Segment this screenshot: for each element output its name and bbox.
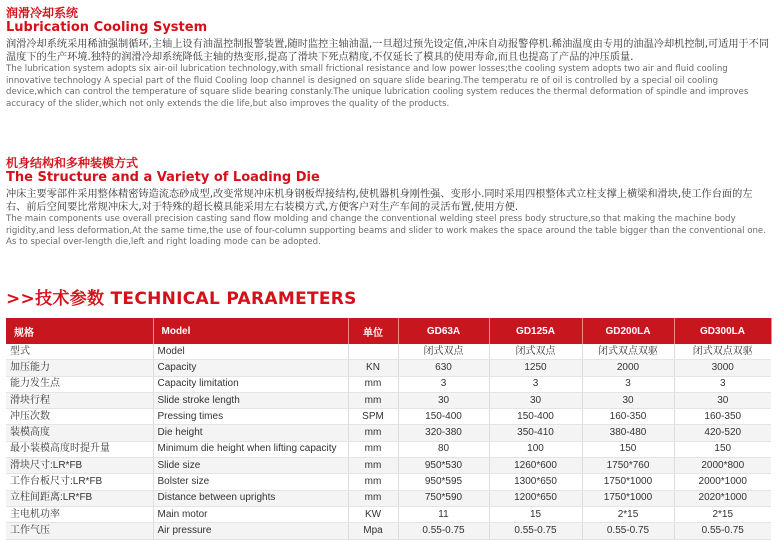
table-cell: mm (348, 474, 398, 490)
table-cell: 30 (489, 392, 582, 408)
table-cell: 150-400 (398, 409, 489, 425)
table-cell (348, 344, 398, 360)
table-cell: 30 (398, 392, 489, 408)
table-row (6, 425, 771, 441)
table-cell: Air pressure (153, 523, 348, 539)
technical-parameters-heading: >>技术参数 TECHNICAL PARAMETERS (6, 289, 357, 309)
table-cell: mm (348, 376, 398, 392)
table-header-cell: GD300LA (674, 318, 771, 344)
table-cell: 150-400 (489, 409, 582, 425)
table-cell: 30 (674, 392, 771, 408)
table-cell: 0.55-0.75 (582, 523, 674, 539)
table-header-cell: Model (153, 318, 348, 344)
table-body (6, 344, 771, 539)
table-cell: Mpa (348, 523, 398, 539)
table-cell: Capacity (153, 360, 348, 376)
table-header-cell: GD63A (398, 318, 489, 344)
table-header-cell: GD200LA (582, 318, 674, 344)
lubrication-section (6, 6, 771, 110)
table-cell: 350-410 (489, 425, 582, 441)
table-cell: 滑块行程 (6, 392, 153, 408)
table-cell: Model (153, 344, 348, 360)
table-cell: mm (348, 392, 398, 408)
table-cell: Capacity limitation (153, 376, 348, 392)
table-cell: 2000*1000 (674, 474, 771, 490)
table-cell: 80 (398, 441, 489, 457)
table-cell: SPM (348, 409, 398, 425)
table-cell: 闭式双点 (398, 344, 489, 360)
table-cell: 160-350 (582, 409, 674, 425)
structure-title-cn: 机身结构和多种装模方式 (6, 156, 139, 170)
structure-text-cn: 冲床主要零部件采用整体精密铸造流态砂成型,改变常规冲床机身钢板焊接结构,使机器机身刚性强、变形小.同时采用四根整体式立柱支撑上横梁和滑块,使工作台面的左右、前后空间要比常规冲床大,对于特殊的超长模具能采用左右装模方式,方便客户对生产车间的灵活布置,使用方便. (6, 189, 753, 213)
structure-section (6, 156, 771, 249)
table-cell: mm (348, 425, 398, 441)
table-cell: 能力发生点 (6, 376, 153, 392)
table-cell: 主电机功率 (6, 506, 153, 522)
table-cell: 100 (489, 441, 582, 457)
table-row (6, 458, 771, 474)
table-header-row (6, 318, 771, 344)
table-cell: 型式 (6, 344, 153, 360)
table-cell: 0.55-0.75 (674, 523, 771, 539)
table-header-cell: 单位 (348, 318, 398, 344)
table-cell: 420-520 (674, 425, 771, 441)
table-row (6, 506, 771, 522)
table-cell: 160-350 (674, 409, 771, 425)
table-row (6, 360, 771, 376)
table-cell: 2000*800 (674, 458, 771, 474)
table-row (6, 376, 771, 392)
table-cell: 150 (582, 441, 674, 457)
table-cell: 工作台板尺寸:LR*FB (6, 474, 153, 490)
table-cell: 冲压次数 (6, 409, 153, 425)
table-cell: 工作气压 (6, 523, 153, 539)
table-cell: 3 (398, 376, 489, 392)
table-cell: Main motor (153, 506, 348, 522)
table-cell: 950*530 (398, 458, 489, 474)
table-cell: 装模高度 (6, 425, 153, 441)
table-cell: 加压能力 (6, 360, 153, 376)
table-cell: 1260*600 (489, 458, 582, 474)
table-cell: 2*15 (674, 506, 771, 522)
table-cell: Pressing times (153, 409, 348, 425)
table-cell: mm (348, 458, 398, 474)
table-cell: 闭式双点双驱 (674, 344, 771, 360)
lubrication-text-en: The lubrication system adopts six air-oil lubrication technology,with small frictional resistance and low power losses;the cooling system adopts two air and fluid cooling innovative technology A special part of the fluid Cooling loop channel is designed on square slide bearing.The temperatu re of oil is controlled by a special oil cooling device,which can control the temperature of square slide bearing constanly.The unique lubrication cooling system reduces the thermal deformation of spindle and improves accuracy of the slider,which not only extends the die life,but also improves the quality of the products. (6, 64, 749, 109)
table-cell: Distance between uprights (153, 490, 348, 506)
table-cell: 3 (489, 376, 582, 392)
lubrication-title-en: Lubrication Cooling System (6, 20, 208, 35)
table-cell: 380-480 (582, 425, 674, 441)
structure-text-en: The main components use overall precision casting sand flow molding and change the conventional welding steel press body structure,so that making the machine body rigidity,and less deformation,At the same time,the use of four-column supporting beams and slider to work makes the space around the table bigger than the conventional one. As to special over-length die,left and right loading mode can be adopted. (6, 214, 766, 247)
table-cell: mm (348, 490, 398, 506)
table-cell: 3 (674, 376, 771, 392)
table-cell: 150 (674, 441, 771, 457)
table-cell: KW (348, 506, 398, 522)
table-cell: 1750*760 (582, 458, 674, 474)
lubrication-title-cn: 润滑冷却系统 (6, 6, 79, 20)
table-cell: 1250 (489, 360, 582, 376)
table-cell: 3000 (674, 360, 771, 376)
table-row (6, 523, 771, 539)
table-cell: Bolster size (153, 474, 348, 490)
table-cell: 30 (582, 392, 674, 408)
lubrication-text-cn: 润滑冷却系统采用稀油强制循环,主轴上设有油温控制报警装置,随时监控主轴油温,一旦超过预先设定值,冲床自动报警停机.稀油温度由专用的油温冷却机控制,可适用于不同温度下的生产环境.独特的润滑冷却系统降低主轴的热变形,提高了滑块下死点精度,不仅延长了模具的使用寿命,而且也提高了产品的冲压质量. (6, 39, 770, 63)
table-cell: 1750*1000 (582, 490, 674, 506)
table-cell: 2*15 (582, 506, 674, 522)
table-cell: Minimum die height when lifting capacity (153, 441, 348, 457)
technical-parameters-table (6, 318, 772, 540)
table-row (6, 409, 771, 425)
table-cell: 1750*1000 (582, 474, 674, 490)
table-cell: 15 (489, 506, 582, 522)
table-header-cell: 规格 (6, 318, 153, 344)
table-cell: Die height (153, 425, 348, 441)
table-cell: Slide size (153, 458, 348, 474)
table-cell: 2000 (582, 360, 674, 376)
table-cell: 最小装模高度时提升量 (6, 441, 153, 457)
table-cell: 2020*1000 (674, 490, 771, 506)
table-cell: 3 (582, 376, 674, 392)
structure-title-en: The Structure and a Variety of Loading Die (6, 170, 320, 185)
table-cell: 0.55-0.75 (398, 523, 489, 539)
table-header-cell: GD125A (489, 318, 582, 344)
table-row (6, 344, 771, 360)
table-cell: 1300*650 (489, 474, 582, 490)
table-cell: 630 (398, 360, 489, 376)
table-cell: 滑块尺寸:LR*FB (6, 458, 153, 474)
table-cell: 11 (398, 506, 489, 522)
table-row (6, 392, 771, 408)
table-cell: 0.55-0.75 (489, 523, 582, 539)
table-cell: 闭式双点 (489, 344, 582, 360)
table-row (6, 474, 771, 490)
table-cell: mm (348, 441, 398, 457)
table-cell: 闭式双点双驱 (582, 344, 674, 360)
table-row (6, 441, 771, 457)
table-row (6, 490, 771, 506)
table-cell: 750*590 (398, 490, 489, 506)
table-cell: Slide stroke length (153, 392, 348, 408)
table-cell: 立柱间距离:LR*FB (6, 490, 153, 506)
table-cell: 1200*650 (489, 490, 582, 506)
table-cell: 320-380 (398, 425, 489, 441)
table-cell: KN (348, 360, 398, 376)
table-cell: 950*595 (398, 474, 489, 490)
